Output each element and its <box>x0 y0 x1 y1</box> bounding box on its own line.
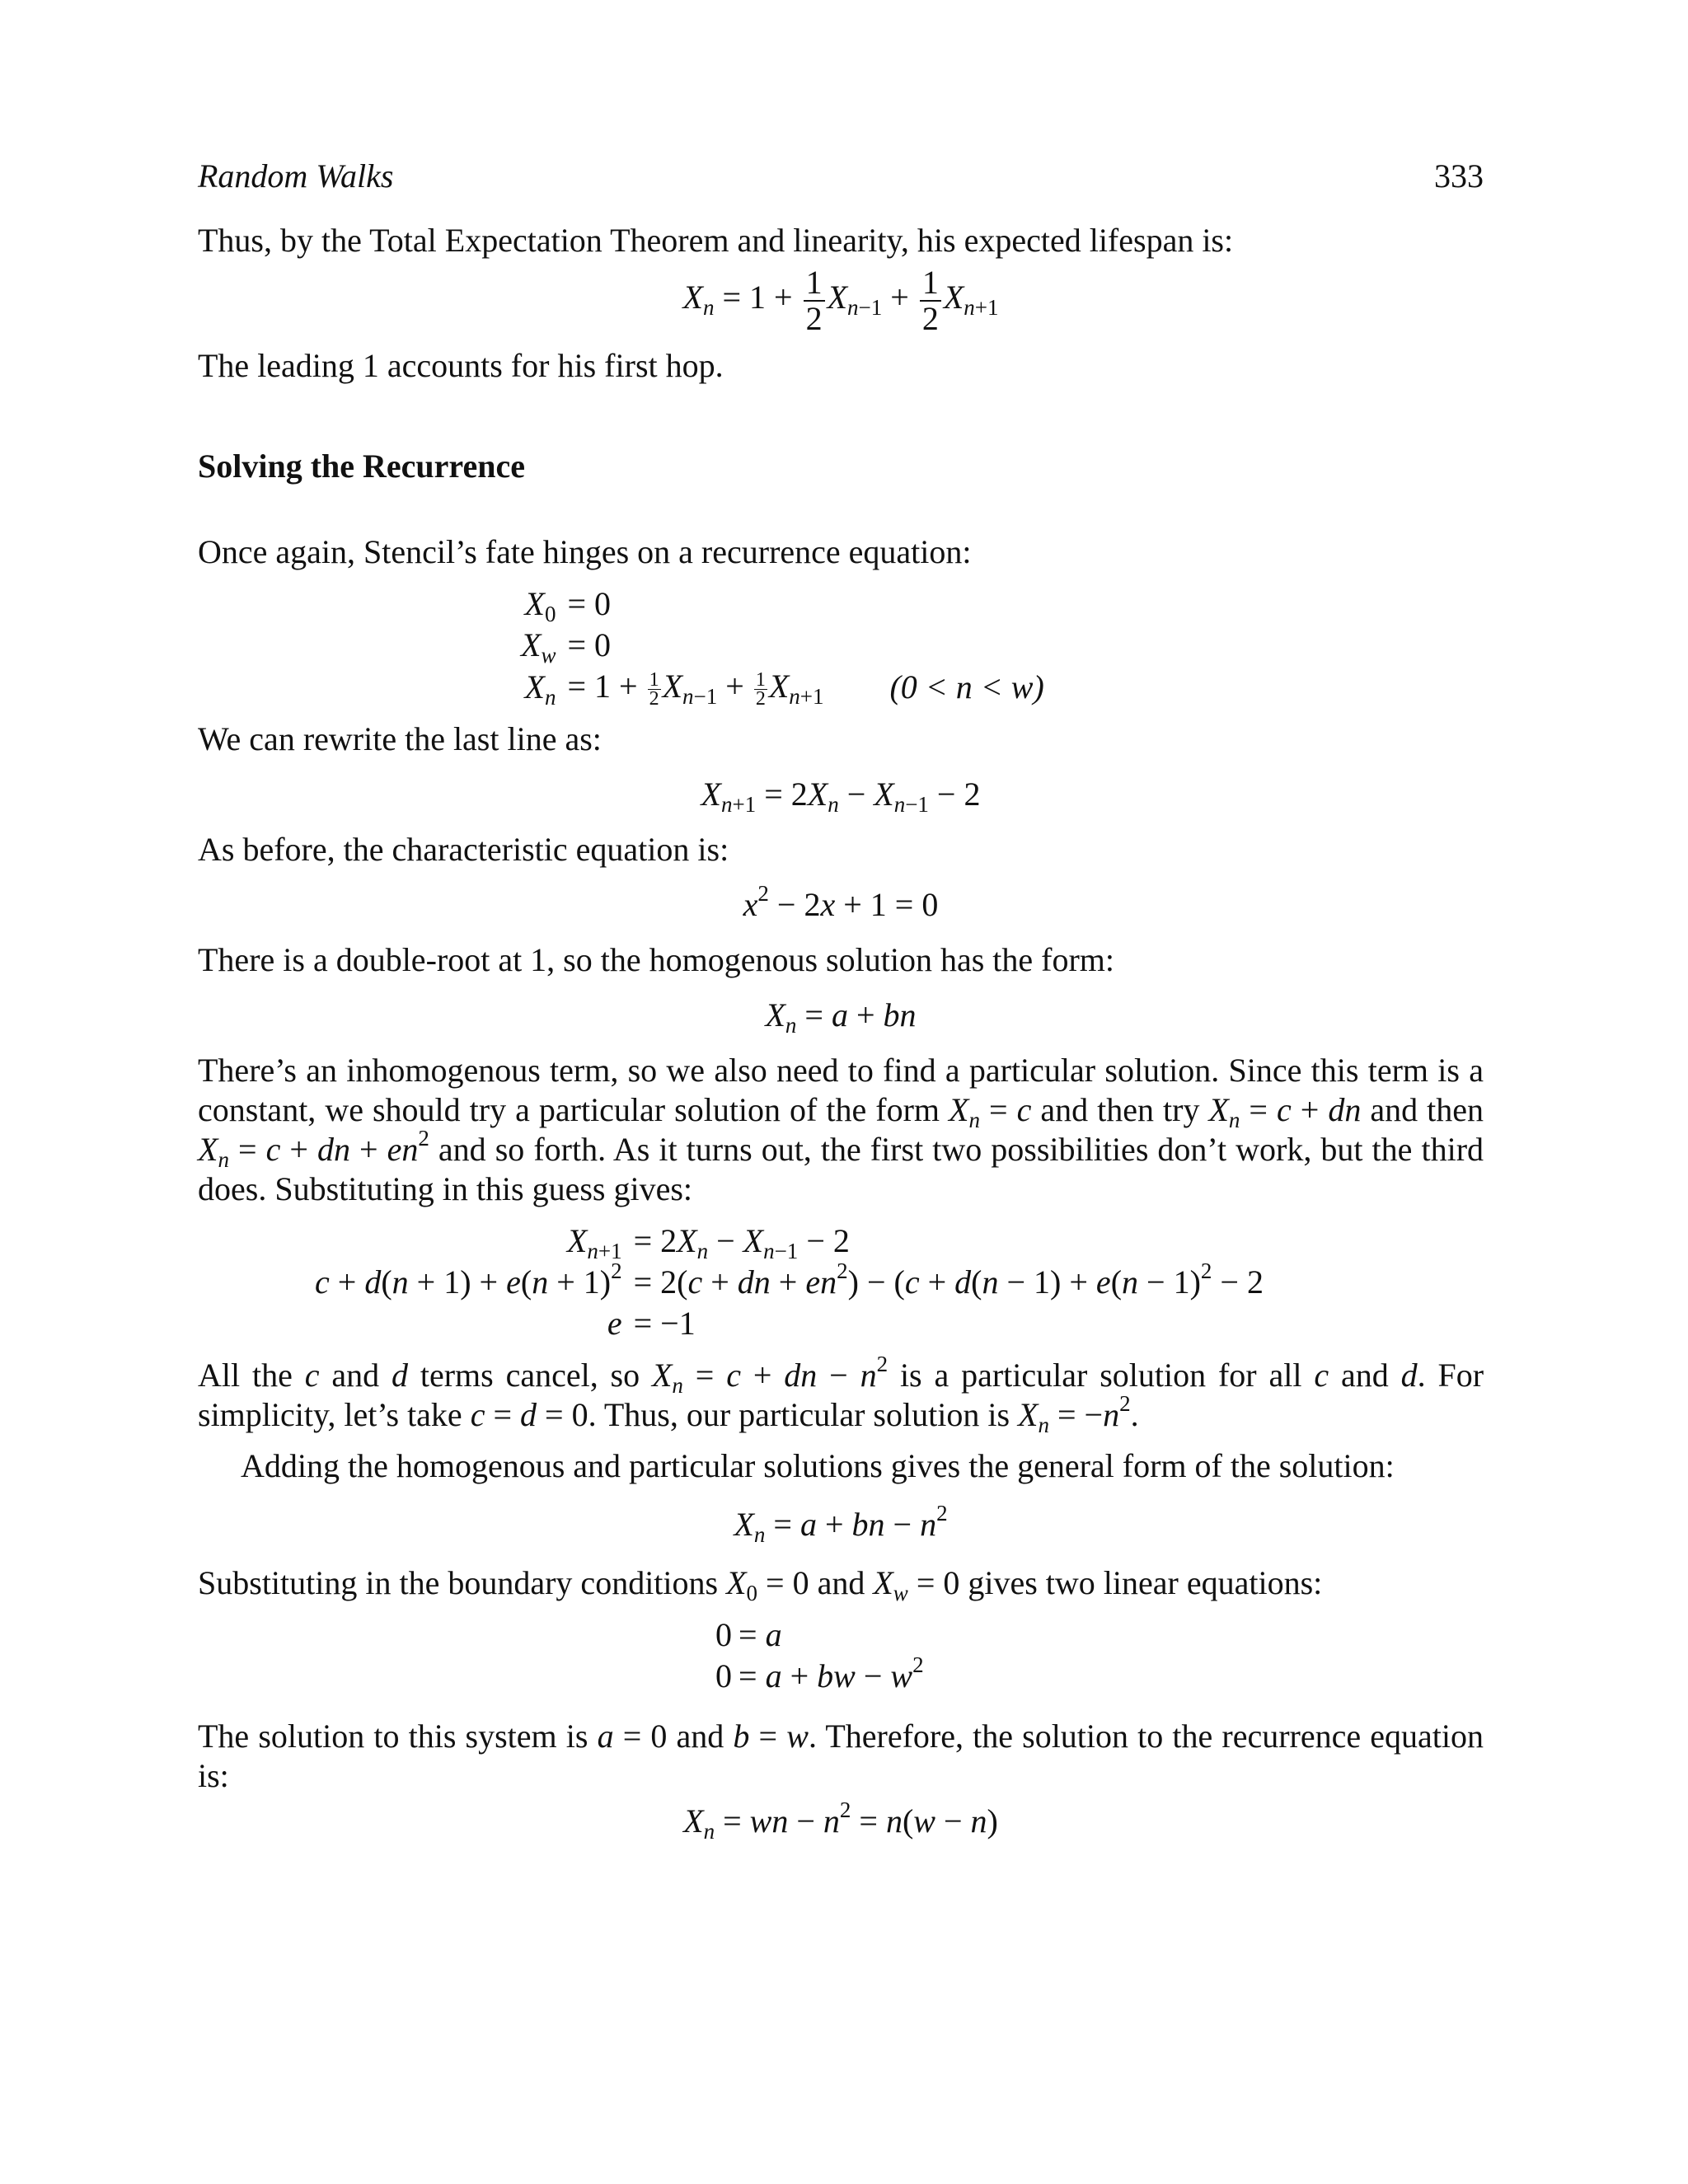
paragraph-boundary: Substituting in the boundary conditions $X_0 = 0$ and $X_w = 0$ gives two linear equations: <box>198 1564 1323 1606</box>
paragraph-double-root: There is a double-root at 1, so the homogenous solution has the form: <box>198 941 1115 979</box>
paragraph-rewrite: We can rewrite the last line as: <box>198 720 602 758</box>
equation-general-solution: $X_n = a$ + bn − $n^2$ <box>734 1501 948 1548</box>
paragraph-characteristic: As before, the characteristic equation is: <box>198 831 729 869</box>
page <box>198 157 1484 1852</box>
equation-characteristic: $x^2 - 2x + 1 = 0$ <box>743 881 939 924</box>
running-title: Random Walks <box>198 157 394 194</box>
equation-homogenous: $X_n = a$ + bn <box>765 996 917 1038</box>
paragraph-particular: There’s an inhomogenous term, so we also need to find a particular solution. Since this term is a constant, we should try a particular solution of the form $X_n = c$ and then try $X_n = c$ + dn and then $X_n = c$ + dn + $en^2$ and so forth. As it turns out, the first two possibilities don’t work, but the third does. Substituting in this guess gives: <box>198 1052 1484 1208</box>
paragraph-solution: The solution to this system is a = 0 and b = w. Therefore, the solution to the recurrence equation is: <box>198 1718 1484 1795</box>
page-header <box>198 157 1484 199</box>
equation-linear-system: 0 = a 0 = a + bw − $w^2$ <box>715 1616 924 1695</box>
paragraph-terms-cancel: All the c and d terms cancel, so $X_n = c$ + dn − $n^2$ is a particular solution for all c and d. For simplicity, let’s take c = d = 0. Thus, our particular solution is $X_n = -n^2$. <box>198 1352 1484 1438</box>
equation-final-solution: $X_n$ = wn − $n^2 = n(w - n)$ <box>683 1797 998 1844</box>
equation-rewritten: $X_{n+1} = 2X_n - X_{n-1} - 2$ <box>701 776 981 818</box>
equation-substitution: $X_{n+1}$ = $2X_n - X_{n-1} - 2$ $c + d(n + 1) + e(n + 1)^2$ = 2(c + dn + $en^2) - (c + d(n - 1) + e(n - 1)^2 - 2$ e = −1 <box>315 1222 1264 1343</box>
paragraph-recurrence-intro: Once again, Stencil’s fate hinges on a recurrence equation: <box>198 533 972 570</box>
equation-lifespan: $X_n = 1$ + $\frac{1}{2}$ $X_{n-1}$ + $\frac{1}{2}$ $X_{n+1}$ <box>682 264 999 337</box>
page-number: 333 <box>1434 157 1484 194</box>
section-heading: Solving the Recurrence <box>198 448 525 485</box>
paragraph-general-form: Adding the homogenous and particular solutions gives the general form of the solution: <box>241 1447 1395 1485</box>
equation-recurrence-system: $X_0$ = 0 $X_w$ = 0 $X_n$ = 1 + $\frac{1}{2}$ $X_{n-1}$ + $\frac{1}{2}$ $X_{n+1}$ (0 < n < w) <box>521 585 1044 710</box>
paragraph-leading-one: The leading 1 accounts for his first hop. <box>198 347 724 384</box>
paragraph-expected-lifespan: Thus, by the Total Expectation Theorem and linearity, his expected lifespan is: <box>198 222 1234 259</box>
condition-range: (0 < n < w) <box>889 668 1044 705</box>
